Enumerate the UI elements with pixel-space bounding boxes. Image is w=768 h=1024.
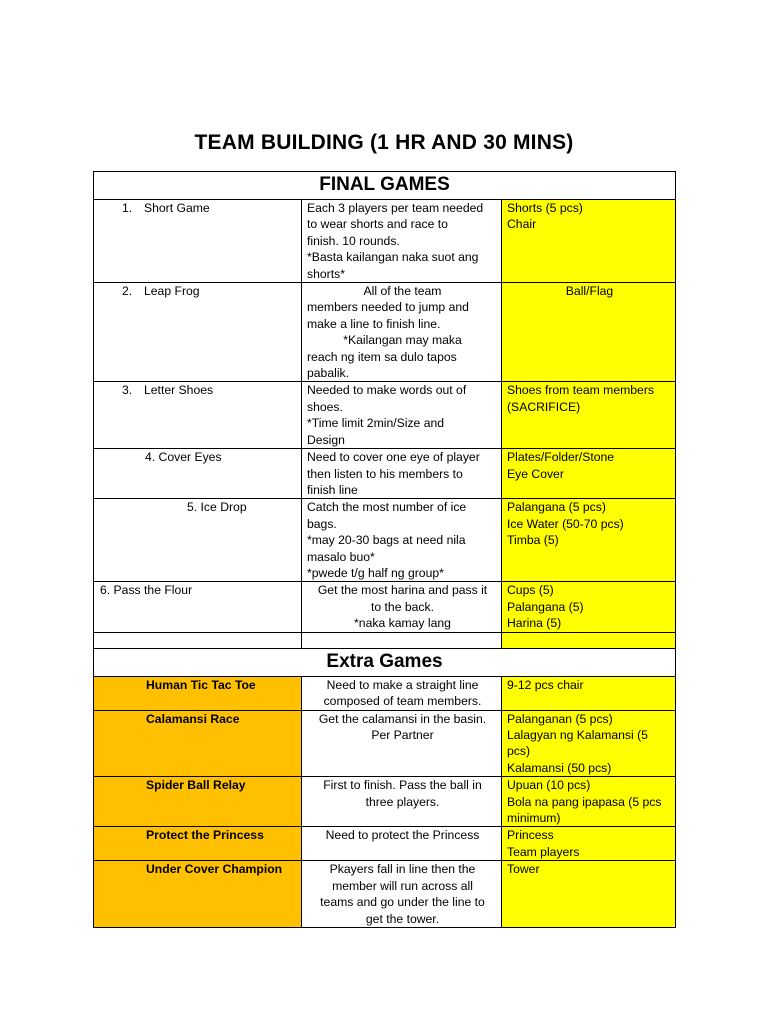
extra-games-header: Extra Games [94, 648, 676, 676]
game-name: Spider Ball Relay [146, 778, 246, 793]
page-title: TEAM BUILDING (1 HR AND 30 MINS) [194, 131, 574, 154]
description-line: composed of team members. [323, 693, 482, 708]
materials-cell [502, 200, 676, 283]
material-item: Kalamansi (50 pcs) [507, 760, 612, 775]
description-line: members needed to jump and [307, 300, 469, 315]
description-line: pabalik. [307, 366, 350, 381]
description-line: Needed to make words out of [307, 383, 467, 398]
materials-cell [502, 710, 676, 777]
table-row [94, 449, 676, 499]
material-item: Ball/Flag [565, 284, 614, 299]
materials-cell [502, 861, 676, 928]
material-item: Shoes from team members [507, 383, 654, 398]
game-description-cell [302, 499, 502, 582]
description-line: Catch the most number of ice [307, 500, 467, 515]
description-line: All of the team [363, 284, 442, 299]
material-item: Ice Water (50-70 pcs) [507, 516, 624, 531]
game-description-cell [302, 200, 502, 283]
game-number: 2. [122, 284, 133, 299]
game-name-cell [94, 382, 302, 449]
game-description-cell [302, 449, 502, 499]
game-number: 1. [122, 201, 133, 215]
description-line: finish line [307, 482, 358, 497]
description-line: *Basta kailangan naka suot ang [307, 250, 479, 265]
game-name-cell [94, 499, 302, 582]
material-item: minimum) [507, 811, 561, 825]
game-name-cell [94, 827, 302, 861]
description-line: Need to make a straight line [326, 677, 479, 692]
description-line: finish. 10 rounds. [307, 233, 400, 248]
game-name-cell [94, 200, 302, 283]
description-line: three players. [365, 794, 440, 809]
description-line: *may 20-30 bags at need nila [307, 533, 466, 548]
material-item: Chair [507, 217, 537, 232]
table-row [94, 777, 676, 827]
description-line: Need to protect the Princess [325, 828, 480, 843]
table-row [94, 827, 676, 861]
material-item: Palangana (5 pcs) [507, 500, 606, 515]
materials-cell [502, 582, 676, 632]
description-line: Need to cover one eye of player [307, 450, 480, 465]
description-line: Get the most harina and pass it [317, 583, 488, 598]
materials-cell [502, 382, 676, 449]
materials-cell [502, 283, 676, 382]
game-name: Protect the Princess [146, 828, 264, 843]
game-name-cell [94, 676, 302, 710]
material-item: Princess [507, 828, 554, 843]
empty-row [94, 632, 676, 648]
material-item: Plates/Folder/Stone [507, 450, 615, 465]
materials-cell [502, 449, 676, 499]
material-item: Palanganan (5 pcs) [507, 711, 613, 726]
description-line: masalo buo* [307, 549, 375, 564]
material-item: Palangana (5) [507, 599, 584, 614]
description-line: to the back. [370, 599, 434, 614]
material-item: (SACRIFICE) [507, 399, 581, 414]
material-item: pcs) [507, 744, 531, 759]
game-name-cell [94, 777, 302, 827]
game-name-cell [94, 861, 302, 928]
description-line: Each 3 players per team needed [307, 201, 484, 215]
description-line: make a line to finish line. [307, 316, 441, 331]
materials-cell [502, 676, 676, 710]
game-name: 6. Pass the Flour [100, 583, 193, 598]
final-games-header: FINAL GAMES [94, 172, 676, 200]
game-name-cell [94, 710, 302, 777]
material-item: Bola na pang ipapasa (5 pcs [507, 794, 662, 809]
game-name: Under Cover Champion [146, 862, 283, 877]
description-line: Design [307, 432, 345, 447]
material-item: Shorts (5 pcs) [507, 201, 583, 215]
game-name: 4. Cover Eyes [145, 450, 222, 465]
games-table [93, 171, 676, 928]
table-row [94, 283, 676, 382]
description-line: reach ng item sa dulo tapos [307, 349, 457, 364]
table-row [94, 200, 676, 283]
game-number: 3. [122, 383, 133, 398]
description-line: Pkayers fall in line then the [329, 862, 476, 877]
game-description-cell [302, 827, 502, 861]
game-description-cell [302, 676, 502, 710]
game-name: Leap Frog [144, 284, 200, 299]
table-row [94, 582, 676, 632]
empty-cell [302, 632, 502, 648]
game-name: Calamansi Race [146, 711, 240, 726]
game-description-cell [302, 283, 502, 382]
description-line: to wear shorts and race to [307, 217, 448, 232]
table-row [94, 382, 676, 449]
empty-cell [94, 632, 302, 648]
game-name: Short Game [144, 201, 210, 215]
description-line: member will run across all [332, 878, 473, 893]
materials-cell [502, 777, 676, 827]
final-games-header-row [94, 172, 676, 200]
description-line: teams and go under the line to [320, 895, 485, 910]
description-line: shoes. [307, 399, 343, 414]
description-line: Get the calamansi in the basin. [318, 711, 487, 726]
empty-cell [502, 632, 676, 648]
description-line: *naka kamay lang [354, 616, 451, 631]
extra-games-header-row [94, 648, 676, 676]
game-name-cell [94, 582, 302, 632]
game-description-cell [302, 710, 502, 777]
description-line: First to finish. Pass the ball in [323, 778, 482, 793]
material-item: Cups (5) [507, 583, 554, 598]
description-line: *pwede t/g half ng group* [307, 565, 444, 580]
table-row [94, 676, 676, 710]
game-description-cell [302, 777, 502, 827]
game-name: Letter Shoes [144, 383, 214, 398]
game-description-cell [302, 861, 502, 928]
description-line: *Kailangan may maka [343, 333, 462, 348]
material-item: 9-12 pcs chair [507, 677, 584, 692]
material-item: Timba (5) [507, 533, 559, 548]
description-line: Per Partner [371, 727, 434, 742]
table-row [94, 710, 676, 777]
material-item: Tower [507, 862, 540, 877]
description-line: *Time limit 2min/Size and [307, 416, 445, 431]
game-description-cell [302, 382, 502, 449]
description-line: shorts* [307, 266, 345, 281]
game-name: 5. Ice Drop [187, 500, 247, 515]
material-item: Team players [507, 844, 580, 859]
game-name-cell [94, 283, 302, 382]
material-item: Harina (5) [507, 616, 562, 631]
description-line: then listen to his members to [307, 466, 463, 481]
table-row [94, 499, 676, 582]
game-name: Human Tic Tac Toe [146, 677, 256, 692]
description-line: get the tower. [365, 911, 440, 926]
materials-cell [502, 827, 676, 861]
description-line: bags. [307, 516, 337, 531]
game-description-cell [302, 582, 502, 632]
materials-cell [502, 499, 676, 582]
material-item: Lalagyan ng Kalamansi (5 [507, 727, 648, 742]
material-item: Upuan (10 pcs) [507, 778, 591, 793]
table-row [94, 861, 676, 928]
material-item: Eye Cover [507, 466, 564, 481]
game-name-cell [94, 449, 302, 499]
